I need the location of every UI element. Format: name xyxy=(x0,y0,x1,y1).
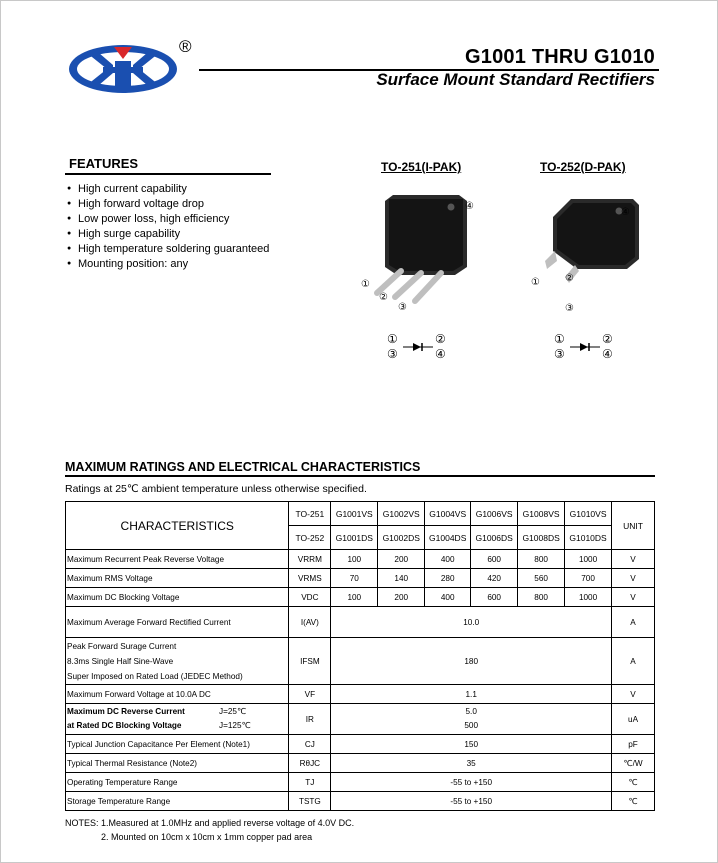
features-heading: FEATURES xyxy=(69,156,139,171)
table-cell: VF xyxy=(289,685,331,704)
table-cell: Maximum Forward Voltage at 10.0A DC xyxy=(66,685,289,704)
table-cell: G1006VS xyxy=(471,502,518,526)
table-cell: G1008VS xyxy=(518,502,565,526)
list-item: ● Low power loss, high efficiency xyxy=(67,211,269,226)
notes xyxy=(65,816,354,844)
pin-label: ② xyxy=(379,292,388,303)
list-item: ● Mounting position: any xyxy=(67,256,269,271)
list-item: ● High current capability xyxy=(67,181,269,196)
to252-package-icon xyxy=(521,189,671,319)
ratings-table xyxy=(65,501,655,811)
pin-label: ③ xyxy=(398,302,407,313)
table-cell: TJ xyxy=(289,773,331,792)
table-cell: Maximum Average Forward Rectified Current xyxy=(66,607,289,638)
table-cell: 400 xyxy=(425,588,471,607)
to251-package-icon xyxy=(351,189,501,319)
table-row xyxy=(66,607,655,638)
table-cell: -55 to +150 xyxy=(331,792,612,811)
table-cell: 420 xyxy=(471,569,518,588)
table-cell: VRMS xyxy=(289,569,331,588)
pin-label: ④ xyxy=(465,201,474,212)
table-cell: VRRM xyxy=(289,550,331,569)
table-cell: G1008DS xyxy=(518,526,565,550)
table-cell: 560 xyxy=(518,569,565,588)
table-cell: Storage Temperature Range xyxy=(66,792,289,811)
to251-pin-map-icon xyxy=(387,331,457,363)
table-row xyxy=(66,735,655,754)
table-cell: G1006DS xyxy=(471,526,518,550)
pin-label: ④ xyxy=(621,207,630,218)
table-cell: Operating Temperature Range xyxy=(66,773,289,792)
table-cell: -55 to +150 xyxy=(331,773,612,792)
table-cell: Maximum Recurrent Peak Reverse Voltage xyxy=(66,550,289,569)
table-cell: 200 xyxy=(378,588,425,607)
table-cell: Maximum DC Reverse Current J=25℃ at Rated DC Blocking Voltage J=125℃ xyxy=(66,704,289,735)
table-cell: V xyxy=(612,569,655,588)
table-cell: Maximum RMS Voltage xyxy=(66,569,289,588)
table-cell: G1002VS xyxy=(378,502,425,526)
table-row xyxy=(66,773,655,792)
to252-pin-map-icon xyxy=(554,331,624,363)
table-row xyxy=(66,754,655,773)
table-row xyxy=(66,792,655,811)
package-label-to251: TO-251(I-PAK) xyxy=(381,160,462,174)
table-cell: Maximum DC Blocking Voltage xyxy=(66,588,289,607)
table-row xyxy=(66,685,655,704)
table-cell: ℃ xyxy=(612,792,655,811)
svg-text:③: ③ xyxy=(554,347,565,361)
table-cell: 35 xyxy=(331,754,612,773)
table-cell: 700 xyxy=(565,569,612,588)
svg-text:③: ③ xyxy=(387,347,398,361)
table-cell: 100 xyxy=(331,588,378,607)
table-cell: I(AV) xyxy=(289,607,331,638)
note-line-1: NOTES: 1.Measured at 1.0MHz and applied reverse voltage of 4.0V DC. xyxy=(65,818,355,828)
page-subtitle: Surface Mount Standard Rectifiers xyxy=(376,70,655,89)
list-item: ● High temperature soldering guaranteed xyxy=(67,241,269,256)
package-label-to252: TO-252(D-PAK) xyxy=(540,160,626,174)
table-cell: V xyxy=(612,588,655,607)
table-row xyxy=(66,550,655,569)
table-cell: 10.0 xyxy=(331,607,612,638)
table-cell: 600 xyxy=(471,588,518,607)
unit-header: UNIT xyxy=(612,502,655,550)
svg-text:④: ④ xyxy=(435,347,446,361)
table-row xyxy=(66,502,655,526)
characteristics-header: CHARACTERISTICS xyxy=(66,502,289,550)
page-title: G1001 THRU G1010 xyxy=(465,46,655,68)
table-cell: G1010DS xyxy=(565,526,612,550)
list-item: ● High surge capability xyxy=(67,226,269,241)
svg-text:④: ④ xyxy=(602,347,613,361)
svg-text:①: ① xyxy=(387,332,398,346)
svg-text:②: ② xyxy=(602,332,613,346)
table-cell: Typical Junction Capacitance Per Element (Note1) xyxy=(66,735,289,754)
table-cell: 180 xyxy=(331,638,612,685)
table-cell: G1004VS xyxy=(425,502,471,526)
table-cell: uA xyxy=(612,704,655,735)
svg-text:②: ② xyxy=(435,332,446,346)
table-cell: 800 xyxy=(518,588,565,607)
table-cell: RθJC xyxy=(289,754,331,773)
table-row xyxy=(66,704,655,735)
table-cell: G1002DS xyxy=(378,526,425,550)
table-cell: TSTG xyxy=(289,792,331,811)
table-cell: 5.0 500 xyxy=(331,704,612,735)
table-cell: 70 xyxy=(331,569,378,588)
svg-text:①: ① xyxy=(554,332,565,346)
table-cell: pF xyxy=(612,735,655,754)
table-cell: 600 xyxy=(471,550,518,569)
table-cell: A xyxy=(612,638,655,685)
ratings-divider xyxy=(65,475,655,477)
table-cell: TO-252 xyxy=(289,526,331,550)
table-cell: ℃ xyxy=(612,773,655,792)
table-cell: G1001VS xyxy=(331,502,378,526)
table-cell: ℃/W xyxy=(612,754,655,773)
table-cell: G1004DS xyxy=(425,526,471,550)
table-cell: V xyxy=(612,550,655,569)
table-cell: V xyxy=(612,685,655,704)
table-cell: 800 xyxy=(518,550,565,569)
list-item: ● High forward voltage drop xyxy=(67,196,269,211)
registered-mark: ® xyxy=(179,37,192,56)
features-divider xyxy=(65,173,271,175)
ratings-note: Ratings at 25℃ ambient temperature unless otherwise specified. xyxy=(65,483,367,495)
note-line-2: 2. Mounted on 10cm x 10cm x 1mm copper pad area xyxy=(101,832,313,842)
table-cell: IR xyxy=(289,704,331,735)
table-cell: 140 xyxy=(378,569,425,588)
features-list xyxy=(67,181,269,271)
table-cell: 1.1 xyxy=(331,685,612,704)
table-cell: 1000 xyxy=(565,588,612,607)
table-cell: VDC xyxy=(289,588,331,607)
table-row xyxy=(66,569,655,588)
pin-label: ① xyxy=(531,277,540,288)
table-cell: 280 xyxy=(425,569,471,588)
pin-label: ② xyxy=(565,273,574,284)
table-cell: 200 xyxy=(378,550,425,569)
table-cell: G1010VS xyxy=(565,502,612,526)
table-row xyxy=(66,638,655,685)
table-cell: 100 xyxy=(331,550,378,569)
table-cell: G1001DS xyxy=(331,526,378,550)
table-cell: 1000 xyxy=(565,550,612,569)
pin-label: ③ xyxy=(565,303,574,314)
table-cell: CJ xyxy=(289,735,331,754)
table-row xyxy=(66,588,655,607)
table-cell: 400 xyxy=(425,550,471,569)
table-cell: Peak Forward Surage Current 8.3ms Single Half Sine-Wave Super Imposed on Rated Load (JEDEC Method) xyxy=(66,638,289,685)
table-cell: Typical Thermal Resistance (Note2) xyxy=(66,754,289,773)
pin-label: ① xyxy=(361,279,370,290)
company-logo-icon xyxy=(67,43,179,95)
table-cell: TO-251 xyxy=(289,502,331,526)
ratings-heading: MAXIMUM RATINGS AND ELECTRICAL CHARACTERISTICS xyxy=(65,460,421,474)
table-cell: IFSM xyxy=(289,638,331,685)
table-cell: 150 xyxy=(331,735,612,754)
table-cell: A xyxy=(612,607,655,638)
